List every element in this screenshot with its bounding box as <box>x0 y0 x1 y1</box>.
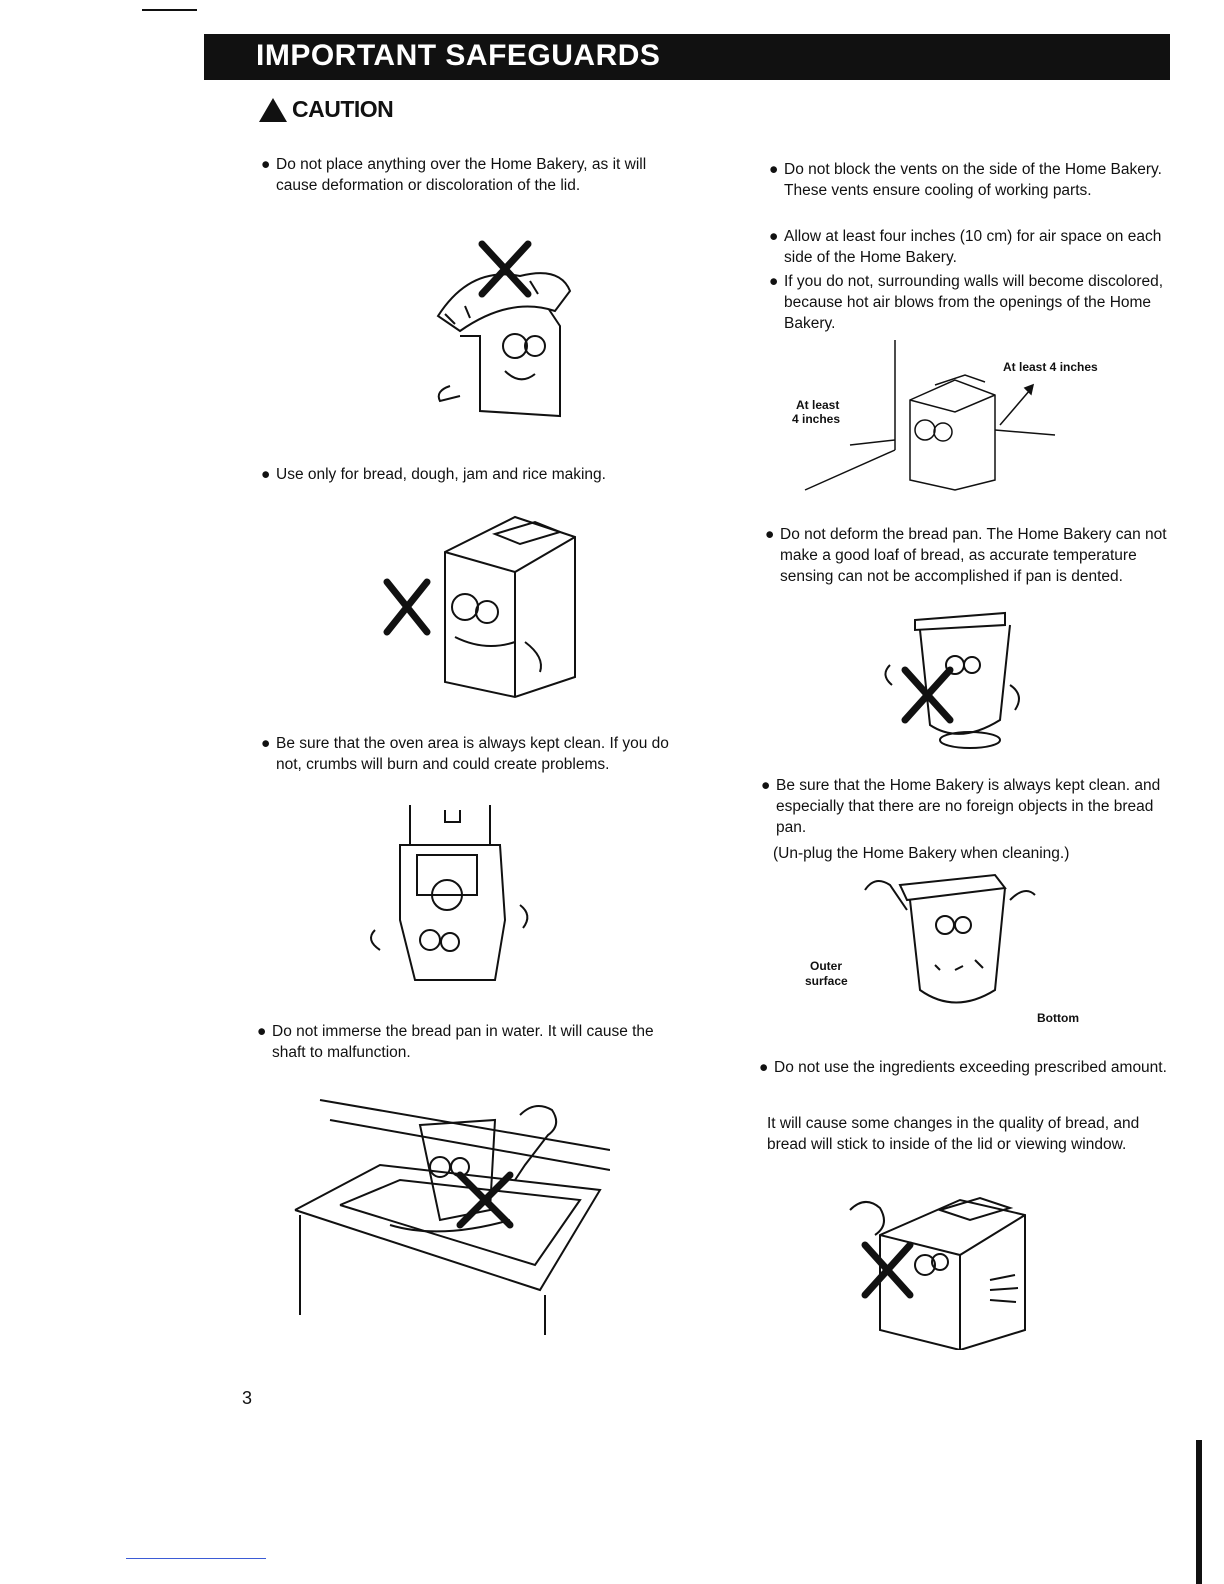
label-at-least-left-2: 4 inches <box>792 412 841 426</box>
left-item-2-text: Use only for bread, dough, jam and rice making. <box>276 466 606 483</box>
right-item-5-text: Be sure that the Home Bakery is always kept clean. and especially that there are no foreign objects in the bread pan. <box>776 777 1161 836</box>
illustration-bakery-misuse <box>375 512 590 702</box>
label-outer-2: surface <box>805 974 848 988</box>
label-at-least-left-1: At least <box>796 398 840 412</box>
bullet-icon: ● <box>759 1059 769 1076</box>
illustration-dented-pan <box>870 605 1030 753</box>
bullet-icon: ● <box>761 777 771 794</box>
left-item-3-text: Be sure that the oven area is always kept clean. If you do not, crumbs will burn and could create problems. <box>276 735 669 773</box>
bullet-icon: ● <box>261 466 271 483</box>
illustration-sink <box>290 1095 610 1335</box>
right-item-3 <box>766 271 1189 334</box>
right-item-1 <box>766 159 1189 201</box>
scan-mark-top <box>142 9 197 11</box>
bullet-icon: ● <box>257 1023 267 1040</box>
right-item-6 <box>756 1057 1179 1078</box>
bullet-icon: ● <box>769 273 779 290</box>
label-bottom: Bottom <box>1037 1011 1079 1025</box>
header-bar <box>204 34 1170 80</box>
left-item-3 <box>258 733 686 775</box>
right-item-1-text: Do not block the vents on the side of the Home Bakery. These vents ensure cooling of working parts. <box>784 161 1162 199</box>
illustration-covered-bakery <box>420 236 590 421</box>
left-item-2 <box>258 464 696 485</box>
right-item-4 <box>762 524 1185 587</box>
illustration-overflow <box>840 1190 1040 1350</box>
bullet-icon: ● <box>769 228 779 245</box>
bullet-icon: ● <box>261 735 271 752</box>
label-outer-1: Outer <box>810 959 843 973</box>
page-title: IMPORTANT SAFEGUARDS <box>256 39 661 72</box>
right-item-5 <box>758 775 1181 838</box>
right-note-quality: It will cause some changes in the quality of bread, and bread will stick to inside of the lid or viewing window. <box>767 1115 1140 1153</box>
page-number: 3 <box>242 1388 253 1408</box>
caution-label: CAUTION <box>292 96 394 122</box>
label-at-least-top: At least 4 inches <box>1003 360 1098 374</box>
right-note-unplug: (Un-plug the Home Bakery when cleaning.) <box>773 845 1070 862</box>
scan-edge-right <box>1196 1440 1202 1584</box>
bullet-icon: ● <box>261 156 271 173</box>
right-item-3-text: If you do not, surrounding walls will become discolored, because hot air blows from the openings of the Home Bakery. <box>784 273 1164 332</box>
right-item-4-text: Do not deform the bread pan. The Home Bakery can not make a good loaf of bread, as accurate temperature sensing can not be accomplished if pan is dented. <box>780 526 1167 585</box>
bullet-icon: ● <box>769 161 779 178</box>
right-item-2-text: Allow at least four inches (10 cm) for air space on each side of the Home Bakery. <box>784 228 1162 266</box>
left-item-4-text: Do not immerse the bread pan in water. It will cause the shaft to malfunction. <box>272 1023 654 1061</box>
scan-line-bottom <box>126 1558 266 1559</box>
illustration-clean-pan <box>845 870 1045 1020</box>
warning-triangle-icon <box>258 97 288 123</box>
right-item-2 <box>766 226 1189 268</box>
left-item-4 <box>254 1021 682 1063</box>
bullet-icon: ● <box>765 526 775 543</box>
right-item-6-text: Do not use the ingredients exceeding prescribed amount. <box>774 1059 1167 1076</box>
illustration-open-bakery <box>355 800 545 985</box>
left-item-1-text: Do not place anything over the Home Bakery, as it will cause deformation or discoloration of the lid. <box>276 156 647 194</box>
caution-heading <box>258 96 393 123</box>
left-item-1 <box>258 154 686 196</box>
